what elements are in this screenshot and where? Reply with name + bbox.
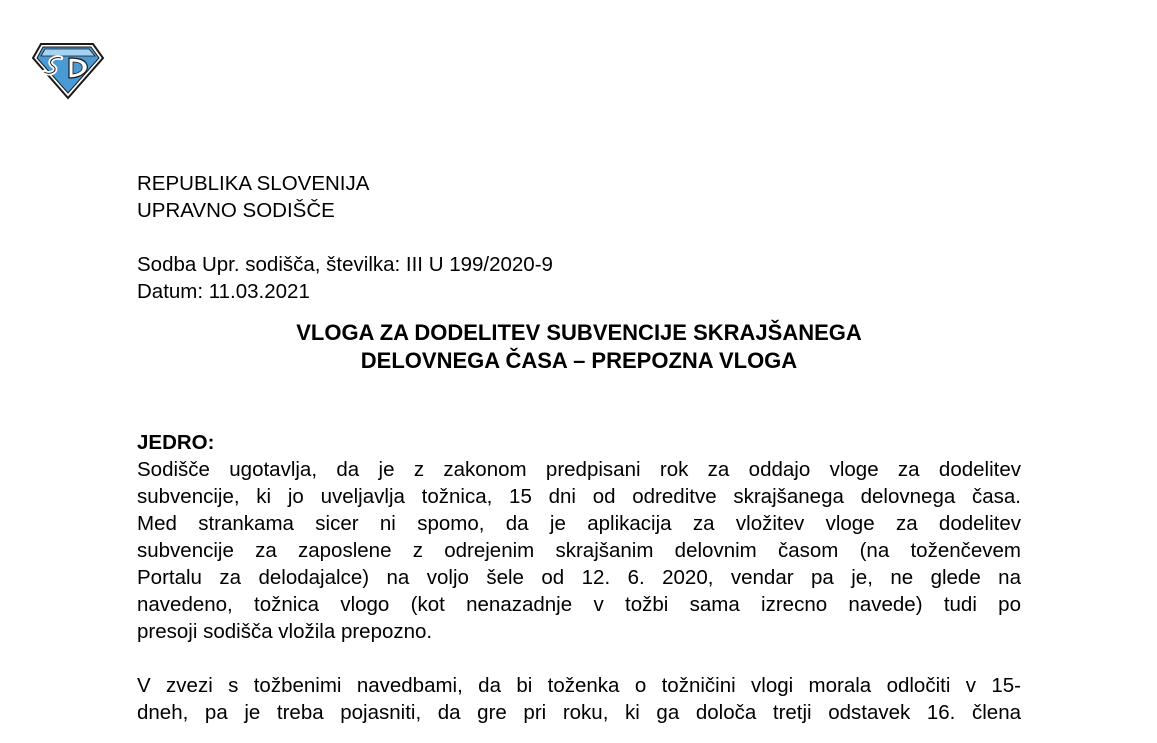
court-name: UPRAVNO SODIŠČE: [137, 199, 335, 222]
title-line-2: DELOVNEGA ČASA – PREPOZNA VLOGA: [360, 348, 798, 373]
paragraph-line: dneh, pa je treba pojasniti, da gre pri roku, ki ga določa tretji odstavek 16. člena: [137, 701, 1021, 724]
paragraph-line: subvencije za zaposlene z odrejenim skrajšanim delovnim časom (na toženčevem: [137, 539, 1021, 562]
judgment-number: Sodba Upr. sodišča, številka: III U 199/2020-9: [137, 253, 553, 276]
paragraph-line: Portalu za delodajalce) na voljo šele od 12. 6. 2020, vendar pa je, ne glede na: [137, 566, 1021, 589]
diamond-logo-icon: [31, 40, 105, 100]
paragraph-line: Sodišče ugotavlja, da je z zakonom predpisani rok za oddajo vloge za dodelitev: [137, 458, 1021, 481]
republic-label: REPUBLIKA SLOVENIJA: [137, 172, 370, 195]
paragraph-1: [137, 456, 1021, 645]
paragraph-line: Med strankama sicer ni spomo, da je aplikacija za vložitev vloge za dodelitev: [137, 512, 1021, 535]
paragraph-line: subvencije, ki jo uveljavlja tožnica, 15 dni od odreditve skrajšanega delovnega časa.: [137, 485, 1021, 508]
paragraph-2: [137, 672, 1021, 726]
document-body: [137, 170, 1021, 726]
section-heading: JEDRO:: [137, 431, 215, 454]
paragraph-line: V zvezi s tožbenimi navedbami, da bi toženka o tožničini vlogi morala odločiti v 15-: [137, 674, 1021, 697]
document-title: [137, 319, 1021, 375]
judgment-date: Datum: 11.03.2021: [137, 280, 310, 303]
paragraph-line: navedeno, tožnica vlogo (kot nenazadnje v tožbi sama izrecno navede) tudi po: [137, 593, 1021, 616]
title-line-1: VLOGA ZA DODELITEV SUBVENCIJE SKRAJŠANEGA: [296, 320, 862, 345]
paragraph-line: presoji sodišča vložila prepozno.: [137, 620, 433, 643]
court-logo: [31, 40, 105, 100]
